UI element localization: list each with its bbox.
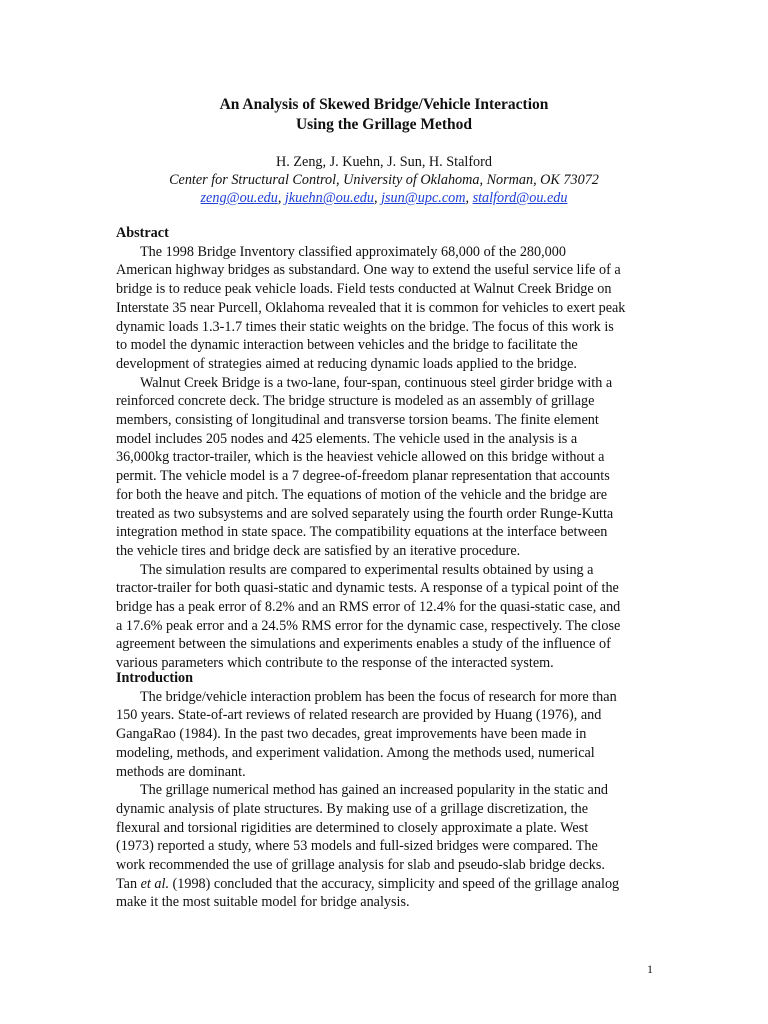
text-line: model includes 205 nodes and 425 elements. The vehicle used in the analysis is a: [116, 430, 578, 447]
email-link-kuehn[interactable]: jkuehn@ou.edu: [284, 190, 374, 206]
abstract-heading: Abstract: [116, 225, 169, 241]
introduction-paragraph-1: [116, 688, 656, 782]
email-list: [0, 189, 768, 207]
text-line: The bridge/vehicle interaction problem has been the focus of research for more than: [140, 688, 617, 705]
title-block: [0, 95, 768, 135]
email-separator: ,: [465, 190, 473, 206]
text-line: 36,000kg tractor-trailer, which is the heaviest vehicle allowed on this bridge without a: [116, 449, 605, 466]
paper-title-line-2: Using the Grillage Method: [295, 116, 473, 133]
text-line: Interstate 35 near Purcell, Oklahoma revealed that it is common for vehicles to exert peak: [116, 299, 626, 316]
text-line: tractor-trailer for both quasi-static and dynamic tests. A response of a typical point of the: [116, 580, 619, 597]
abstract-section: [116, 224, 656, 673]
text-line: [116, 875, 656, 894]
text-line: flexural and torsional rigidities are determined to closely approximate a plate. West: [116, 819, 589, 836]
text-line: for both the heave and pitch. The equations of motion of the vehicle and the bridge are: [116, 486, 608, 503]
text-line: reinforced concrete deck. The bridge structure is modeled as an assembly of grillage: [116, 393, 595, 410]
text-line: The 1998 Bridge Inventory classified approximately 68,000 of the 280,000: [140, 243, 566, 260]
citation-rest: (1998) concluded that the accuracy, simplicity and speed of the grillage analog: [169, 875, 620, 892]
text-line: bridge is to reduce peak vehicle loads. Field tests conducted at Walnut Creek Bridge on: [116, 281, 612, 298]
abstract-paragraph-1: [116, 243, 656, 374]
text-line: agreement between the simulations and experiments enables a study of the influence of: [116, 636, 611, 653]
introduction-section: [116, 669, 656, 912]
abstract-paragraph-3: [116, 561, 656, 673]
author-block: [0, 153, 768, 207]
text-line: to model the dynamic interaction between vehicles and the bridge to facilitate the: [116, 337, 578, 354]
text-line: modeling, methods, and experiment validation. Among the methods used, numerical: [116, 744, 595, 761]
introduction-heading: Introduction: [116, 670, 193, 686]
text-line: members, consisting of longitudinal and transverse torsion beams. The finite element: [116, 412, 599, 429]
text-line: The simulation results are compared to experimental results obtained by using a: [140, 561, 594, 578]
text-line: work recommended the use of grillage analysis for slab and pseudo-slab bridge decks.: [116, 857, 605, 874]
text-line: permit. The vehicle model is a 7 degree-of-freedom planar representation that accounts: [116, 468, 610, 485]
citation-author: Tan: [116, 875, 141, 892]
email-link-sun[interactable]: jsun@upc.com: [381, 190, 466, 206]
text-line: dynamic loads 1.3-1.7 times their static weights on the bridge. The focus of this work is: [116, 318, 614, 335]
text-line: bridge has a peak error of 8.2% and an RMS error of 12.4% for the quasi-static case, and: [116, 599, 621, 616]
text-line: dynamic analysis of plate structures. By making use of a grillage discretization, the: [116, 800, 588, 817]
email-separator: ,: [277, 190, 285, 206]
text-line: the vehicle tires and bridge deck are satisfied by an iterative procedure.: [116, 542, 521, 559]
text-line: (1973) reported a study, where 53 models and full-sized bridges were compared. The: [116, 838, 598, 855]
text-line: treated as two subsystems and are solved separately using the fourth order Runge-Kutta: [116, 505, 614, 522]
text-line: integration method in state space. The compatibility equations at the interface between: [116, 524, 608, 541]
author-names: H. Zeng, J. Kuehn, J. Sun, H. Stalford: [276, 154, 492, 170]
page-number: 1: [647, 962, 653, 976]
email-link-stalford[interactable]: stalford@ou.edu: [472, 190, 568, 206]
text-line: methods are dominant.: [116, 763, 246, 780]
text-line: American highway bridges as substandard. One way to extend the useful service life of a: [116, 262, 621, 279]
text-line: 150 years. State-of-art reviews of related research are provided by Huang (1976), and: [116, 707, 602, 724]
paper-title-line-1: An Analysis of Skewed Bridge/Vehicle Interaction: [219, 96, 549, 113]
text-line: GangaRao (1984). In the past two decades, great improvements have been made in: [116, 726, 587, 743]
text-line: a 17.6% peak error and a 24.5% RMS error for the dynamic case, respectively. The close: [116, 617, 621, 634]
affiliation: Center for Structural Control, University of Oklahoma, Norman, OK 73072: [169, 172, 599, 188]
text-line: development of strategies aimed at reducing dynamic loads applied to the bridge.: [116, 355, 577, 372]
text-line: Walnut Creek Bridge is a two-lane, four-span, continuous steel girder bridge with a: [140, 374, 613, 391]
introduction-paragraph-2: [116, 781, 656, 912]
text-line: make it the most suitable model for bridge analysis.: [116, 894, 410, 911]
citation-et-al: et al.: [140, 875, 169, 892]
text-line: various parameters which contribute to the response of the interacted system.: [116, 655, 554, 672]
email-link-zeng[interactable]: zeng@ou.edu: [200, 190, 278, 206]
email-separator: ,: [374, 190, 382, 206]
abstract-paragraph-2: [116, 374, 656, 561]
text-line: The grillage numerical method has gained an increased popularity in the static and: [140, 782, 609, 799]
